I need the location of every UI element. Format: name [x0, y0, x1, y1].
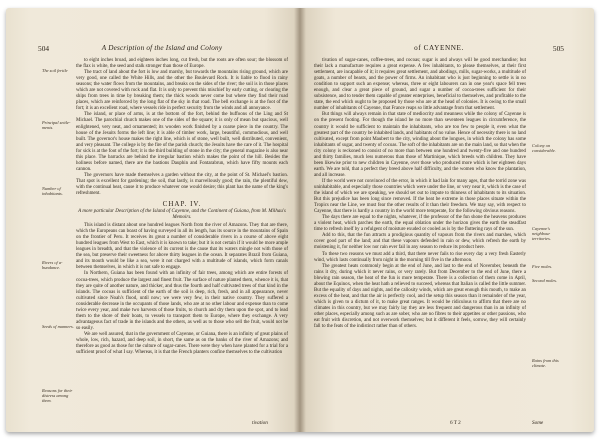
catchword-left: tivation — [252, 420, 268, 426]
margin-note: The soil fertile — [42, 68, 68, 73]
signature-mark: 6 T 2 — [450, 420, 461, 426]
margin-note: Cayenne's neighbour territories. — [532, 226, 551, 242]
chapter-title: CHAP. IV. — [162, 200, 202, 209]
paragraph: In Northern, Guiana has been found with an infinity of fair trees, among which are entire forests of cocoa-trees, which produce the largest and finest fruit. The surface of nature planted them, whence it is, that they are quite of another nature, and thicker, and thus the fourth and half cultivated trees of that kind in the islands. The cocoas is sufficient of the earth of the soil is deep, rich, fresh, and in all appearance, never cultivated since Noah's flood, until now; we were very few, in their native country. They suffered a considerable decrease in the occupants of those lands, who are at no other labour and expense than to come twice every year, and make two harvests of those fruits, to church and dry them upon the spot, and to lead them to the shore of their boats, to vessels to transport them to Europe, where they exchange. A very advantageous fact of trade in the islands and the others, as well as to those who sell the fruit, would not be so easily. — [76, 271, 288, 331]
running-title: of CAYENNE. — [414, 44, 464, 52]
margin-note: Second moles. — [532, 278, 558, 283]
paragraph: The island, or place of arms, is at the bottom of the fort, behind the buffoons of the Ling and St Michael. The parochial church makes one of the sides of the square; it is only of mean but spacious, well enlightened, very neat, and ornamented; its wooden work finished by a coarse piece in the country. The house of the Jesuits forms the left line; it is able of timber work, large, beautiful, commodious, and well built. The governor's house makes the right line, which is of stone, well built, well distributed, convenient, and very pleasant. The college is by the fire of the parish church; the Jesuits have the care of it. The hospital for sick is at the foot of the fort; it is the third building of stone in the city; the general magazine is also near this place. The barracks are behind the irregular bastion which makes the point of the hill. Besides the holiness before named, there are the bastions Dauphin and Fontarabrun, which have fifty mounts each cannon. — [76, 112, 288, 172]
paragraphs — [314, 58, 526, 330]
right-page — [300, 8, 594, 432]
catchword-right: Some — [532, 420, 544, 426]
paragraph: The greatest heats commonly begin at the end of June, and last to the end of November, beneath the rains it dry, during which it never rains, or very rarely. But from December to the end of June, there a blowing rain season, the heat of the fun is more temperate. There is a collection of them come in April, about the Equinox, when the heat hath a relieved to succeed, whereas that Italian is called the little summer. But the equality of days and nights, and the callosity winds, which are great enough this mouth, to make an excess of the heat, and that the air is perfectly cool, and the setup this season than it remainder of the year, which is given to a dictum of it, to make great ranges. It would be ridiculous to affirm that there are no climates in this country, but we may fairly lay they are less frequent and dangerous than in an infinity of other places, especially among such as are sober, who are no fibres to their appetites or other passions, who eat fruit with discretion, and not overwork themselves; but it different it feels, sorrow, they will certainly fall to the feats of the indistinct rather than of others. — [314, 263, 526, 330]
paragraph: But things will always remain in that state of mediocrity and meanness while the colony of Cayenne is on the present footing. For though the island be no more than seventeen leagues in circumference, the country it would be sufficient to maintain the inhabitants, who are too few to people it, even what the greatest part of the country be inhabited lands, and habitants of no value. Hence of necessity there is no land cultivated, except from point Maubert to the city, winding about the longues, in which the colony has some inhabitants of sugar, and twenty of cocoas. The soft of the inhabitants are on the main land, so that when the city colony is reckoned to consist of no more than between one hundred and twenty-five and one hundred and thirty families, much less numerous than those of Martinique, which breeds with children. They have been likewise prior to new children in Cayenne, over those who produced more which is her eighteen days earth. We are told, that a perfect they breed above half difficulty, and the women who know the plantation, and all increase. — [314, 112, 526, 178]
paragraph: If the world were not convinced of the error, in which it had lain for many ages, that the torrid zone was uninhabitable, and especially those countries which were under the line, or very near it, which is the case of the island of which we are speaking, we should set out to impute to thinness of inhabitants to its situation. But this prejudice has been long since removed. If the heat be extreme in those places situate within the Tropics near the Line, we must fear the other results of it than their freedom. We may say, with respect to Cayenne, that there is hardly a country in the world more temperate, for the following obvious reasons. — [314, 178, 526, 215]
paragraph: Add to this, that the fun attracts a prodigious quantity of vapours from the rivers and marshes, which cover good part of the land; and that these vapours defended in rain or dew, which refresh the earth by moistening it, for neither low nor rain ever fail in any season to reduce its product here. — [314, 233, 526, 251]
paragraph: To these two reasons we must add a third, that there never fails to rise every day a very fresh Easterly wind, which lasts continually from night in the morning till five in the afternoon. — [314, 251, 526, 263]
margin-note: Number of inhabitants. — [42, 186, 63, 197]
running-title: A Description of the Island and Colony — [101, 44, 223, 52]
margin-note: Five moles. — [532, 264, 553, 269]
margin-note: Seeds of manners. — [42, 324, 74, 329]
margin-note: Rains from this climate. — [532, 358, 559, 369]
paragraph: The tract of land about the fort is low and marshy, but towards the mountains rising ground, which are very good, one called the White Hills, and the other the Boulevard Rock. It is liable to flood in rainy seasons; the water flows from the mountains, and breaks on the sides of the river; the soil is in those places which are not covered with rock and flat. It is only to prevent this mischief by early cutting, or clearing the ships from trees in time by breaking them; the thick woods never come but where they find their road places, which are reinforced by the long flat of the sky in that road. The bell exchange is at the foot of the fort; it is an excellent road, where vessels ride in perfect security from the winds and all annoyance. — [76, 70, 288, 112]
paragraphs-bottom — [76, 223, 288, 356]
margin-note: Rivers of a-bundance. — [42, 260, 63, 271]
margin-note: Reasons for their distress among them. — [42, 388, 73, 404]
margin-note: Colony on considerable. — [532, 143, 556, 154]
paragraph: tivation of sugar-canes, coffee-trees, and cocoas; sugar is and always will be good merchandise; but their lack a manufacture requires a great expense. A few inhabitants, to please themselves, at their first settlement, are incapable of it; it requires great settlement, and abodings, mills, sugar-works, a multitude of goats, a number of beasts, and the power of firms. An inhabitant who is just beginning to settle is in no condition to support such an expense; whereas, three or eight labourers can in one year's space fell trees enough, and clear a great piece of ground, and sugar a number of cocoa-trees sufficient for their subsistence, and to tender them capable of greater enterprises, beneficial to themselves, and profitable to the state, the end which ought to be proposed by those who are at the head of colonies. It is owing to the small number of inhabitants of Cayenne, that France reaps so little advantage from that settlement. — [314, 58, 526, 112]
paragraph: The days there are equal to the nights, whatever, if the professor of the fun shone the heavens produces a violent heat, which parches the earth, the equal oblation under the horizon gives the earth the steadfast time to refresh itself by a refulgent of moisture exuded or cooled as is by the fluttering rays of the sun. — [314, 215, 526, 233]
book-gutter — [294, 8, 306, 432]
page-number: 505 — [552, 44, 564, 53]
body-text-left — [76, 58, 288, 356]
page-number: 504 — [38, 44, 50, 53]
book-spread — [6, 8, 594, 432]
paragraphs-top — [76, 58, 288, 197]
left-page — [6, 8, 300, 432]
paragraph: This island is distant about one hundred leagues North from the river of Amazons. They that are there, which the Europeans can boast of having surveyed in all its length, has its source in the mountains of Spain on the frontier of Peru. It receives its great a number of considerable rivers in a course of above eight hundred leagues from West to East, which it is known to take; but it is not certain if it would be more ample leagues in breadth, and that the violence of its current is the cause that its waters mingle not with those of the sea, but preserve their sweetness for above thirty leagues in the ocean. It separates Brazil from Guiana, and its mouth would be like a sea, were it not charged with a multitude of islands, which form canals between themselves, in which it is not safe to engage. — [76, 223, 288, 271]
chapter-subtitle: A more particular Description of the Island of Cayenne, and the Continent of Guiana, from M. Milhau's Memoirs. — [78, 209, 286, 221]
paragraph: to eight inches broad, and eighteen inches long, cut fresh, but the roots are often sour; the blossom of the flax is white, the seed and stalk stronger than those of Europe. — [76, 58, 288, 70]
paragraph: We are well assured, that in the government of Cayenne, or Guiana, there is an infinity of great plains of whole, low, rich, hazard, and deep soil, in short, the same as on the banks of the river of Amazons; and therefore as good as those for the culture of sugar-canes. There were they when have planted for a trial for a sufficient proof of what I say. Whereas, it is that the French planters confine themselves to the cultivation — [76, 331, 288, 356]
body-text-right — [314, 58, 526, 330]
paragraph: The governors have made themselves a garden without the city, at the point of St. Michael's bastion. That spot is excellent for gardening; the soil, that lastly, is marvellously good; the rain, the plentiful dew, with the continual heat, cause it to produce whatever one would desire; this plant has the name of the king's refreshment. — [76, 172, 288, 197]
margin-note: Principal settle-ments. — [42, 120, 71, 131]
